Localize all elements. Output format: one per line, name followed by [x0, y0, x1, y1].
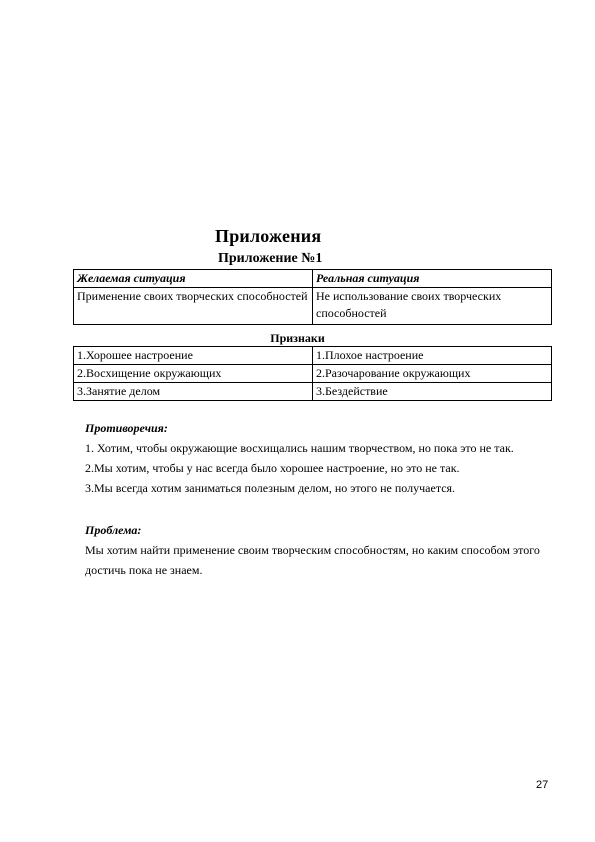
- problem-section: [85, 520, 555, 580]
- table-row: [74, 347, 552, 365]
- problem-text: Мы хотим найти применение своим творческим способностям, но каким способом этого достичь пока не знаем.: [85, 543, 540, 577]
- contradictions-section: [85, 418, 555, 498]
- real-situation-cell: Не использование своих творческих способностей: [313, 288, 552, 325]
- problem-heading: Проблема:: [85, 523, 142, 537]
- real-situation-header: Реальная ситуация: [313, 270, 552, 288]
- table-row: [74, 365, 552, 383]
- real-sign-cell: 1.Плохое настроение: [313, 347, 552, 365]
- page-title: Приложения: [215, 226, 322, 246]
- appendix-title: Приложение №1: [218, 251, 323, 266]
- contradiction-line: 3.Мы всегда хотим заниматься полезным делом, но этого не получается.: [85, 481, 456, 495]
- contradictions-heading: Противоречия:: [85, 421, 168, 435]
- real-sign-cell: 2.Разочарование окружающих: [313, 365, 552, 383]
- page-number: 27: [536, 779, 549, 791]
- desired-situation-cell: Применение своих творческих способностей: [74, 288, 313, 325]
- signs-table: [73, 346, 552, 401]
- situation-header-row: [74, 270, 552, 288]
- desired-situation-header: Желаемая ситуация: [74, 270, 313, 288]
- contradiction-line: 1. Хотим, чтобы окружающие восхищались нашим творчеством, но пока это не так.: [85, 441, 514, 455]
- desired-sign-cell: 1.Хорошее настроение: [74, 347, 313, 365]
- table-row: [74, 383, 552, 401]
- desired-sign-cell: 3.Занятие делом: [74, 383, 313, 401]
- real-sign-cell: 3.Бездействие: [313, 383, 552, 401]
- situation-body-row: [74, 288, 552, 325]
- signs-label: Признаки: [270, 331, 325, 345]
- contradiction-line: 2.Мы хотим, чтобы у нас всегда было хорошее настроение, но это не так.: [85, 461, 460, 475]
- desired-sign-cell: 2.Восхищение окружающих: [74, 365, 313, 383]
- situation-table: [73, 269, 552, 325]
